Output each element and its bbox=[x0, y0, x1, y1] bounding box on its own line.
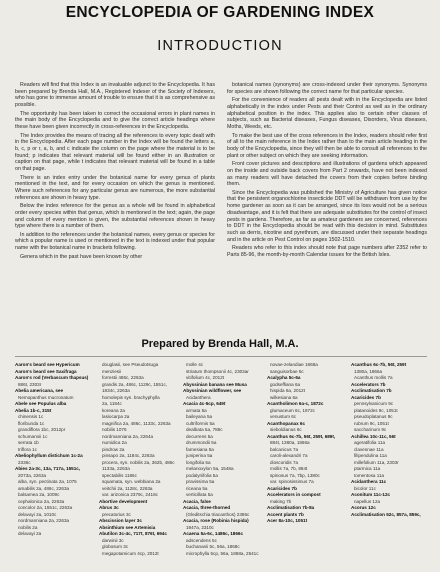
index-subentry: mollis 7a, 7b, 884t bbox=[270, 466, 308, 471]
introduction-paragraph: The opportunity has been taken to correct the occasional errors in plant names in the main body of the Encyclopedia and to give the correct article headings where these have been given incorrectly in cross-references in the Encyclopedia. bbox=[15, 110, 215, 131]
index-subentry: ptarmica 11a bbox=[354, 466, 381, 471]
introduction-paragraph: For the convenience of readers all pests dealt with in the Encyclopedia are listed alphabetically in the index under Pests and their Control as well as in the ordinary alphabetical position in the index. This applies also to certain other classes of subjects, such as Bacterial diseases, Fungus diseases, Disorders, Virus diseases, Moths, Weeds, etc. bbox=[227, 97, 427, 131]
index-subentry: var. arizonica 2379c, 2418c bbox=[102, 492, 158, 497]
index-subentry: dealbata 5a, 788c bbox=[186, 427, 223, 432]
index-subentry: filipendulina 11a bbox=[354, 453, 387, 458]
introduction-paragraph: botanical names (synonyms) are cross-indexed under their synonyms. Synonyms for species are shown following the correct name for that particular species. bbox=[227, 82, 427, 95]
index-subentry: pennsylvanicum 9c bbox=[354, 401, 394, 406]
index-subentry: drummondii 5a bbox=[186, 440, 217, 445]
index-subentry: 886t, 2303r bbox=[18, 381, 42, 387]
index-entry: Acaricides 7b bbox=[351, 394, 381, 400]
index-subentry: 1380a, 1866a bbox=[354, 368, 383, 374]
index-subentry: serrata 1b bbox=[18, 440, 39, 445]
index-subentry: balcanicus 7a bbox=[270, 446, 299, 452]
index-entry: Accelerators 7b bbox=[351, 381, 386, 387]
introduction-right-column bbox=[227, 82, 427, 324]
index-listing bbox=[15, 362, 430, 568]
index-subentry: sanguisorbae 5c bbox=[270, 368, 304, 374]
index-entry: Abyssinian wildflower, see bbox=[183, 388, 242, 393]
index-column bbox=[15, 362, 94, 568]
index-subentry: 884t, 1380a, 1866a bbox=[270, 440, 310, 445]
index-subentry: millefolium 11a, 2303r bbox=[354, 459, 399, 465]
introduction-paragraph: Below the index reference for the genus as a whole will be found in alphabetical order every species within that genus, which is mentioned in the text; again, the page and column of every mention is given, the substantial references shown in heavy type where there is a number of them. bbox=[15, 203, 215, 230]
index-entry: Abrus 3c bbox=[99, 505, 119, 510]
introduction-left-column bbox=[15, 82, 215, 324]
index-entry: Absinthium see Artemisia bbox=[99, 524, 156, 530]
index-subentry: alba, syn. pectinata 2a, 1075 bbox=[18, 479, 77, 484]
page-subtitle: INTRODUCTION bbox=[157, 38, 283, 54]
index-subentry: cephalonica 2a, 2263a bbox=[18, 498, 65, 504]
index-subentry: 1834c, 2263a bbox=[102, 388, 130, 393]
index-subentry: veitchii 2a, 1128c, 2263a bbox=[102, 485, 153, 491]
index-subentry: caroli-alexandri 7a bbox=[270, 453, 308, 458]
introduction-paragraph: Genera which in the past have been known by other bbox=[20, 253, 143, 260]
index-entry: Acaena 5a-6c, 1486c, 1866c bbox=[183, 531, 244, 536]
index-subentry: megapotamicum 4cp, 2012t bbox=[102, 550, 159, 556]
index-entry: Acanthus 6c-7b, 56t, 259t, 689t, bbox=[267, 433, 336, 439]
index-subentry: delavayi 2a, 1010c bbox=[18, 511, 57, 517]
index-subentry: napellus 12a bbox=[354, 498, 381, 504]
prepared-by-credit: Prepared by Brenda Hall, M.A. bbox=[141, 338, 299, 350]
index-subentry: grandiflora 1bc, 2012pr bbox=[18, 427, 66, 432]
index-subentry: making 7b bbox=[270, 498, 292, 504]
index-subentry: pseudoplatanus 9c bbox=[354, 414, 393, 419]
index-column bbox=[183, 362, 262, 568]
index-subentry: ageratifolia 11a bbox=[354, 440, 386, 445]
index-entry: Acantholimon 6a-c, 1872c bbox=[267, 401, 324, 406]
index-entry: Abele see Populus alba bbox=[15, 401, 67, 406]
index-entry: Acacia, false bbox=[183, 498, 211, 504]
index-subentry: dioscoridis 7a bbox=[270, 459, 299, 465]
index-entry: Abyssinian banana see Musa bbox=[183, 381, 247, 387]
index-subentry: pinsapo 2a, 1184c, 2263a bbox=[102, 453, 155, 458]
index-entry: Acanthus 6c-7b, 56t, 259t bbox=[351, 362, 407, 367]
index-subentry: godseffiana 6a bbox=[270, 381, 301, 387]
index-entry: Accelerators in compost bbox=[267, 492, 321, 497]
index-subentry: douglasii, see Pseudotsuga bbox=[102, 362, 159, 367]
index-subentry: nobilis 1076 bbox=[102, 427, 127, 432]
index-subentry: balsamea 2a, 1009c bbox=[18, 492, 60, 497]
index-entry: Acorus 12c bbox=[351, 505, 376, 510]
index-subentry: globosum 3c bbox=[102, 544, 129, 549]
index-subentry: juniperina 5a bbox=[186, 453, 213, 458]
index-subentry: platanoides 9c, 1051t bbox=[354, 407, 398, 413]
index-subentry: 2a, 1184c bbox=[102, 401, 122, 406]
index-entry: Abelia americana, see bbox=[15, 388, 64, 393]
index-entry: Achillea 10c-11c, 56t bbox=[351, 433, 396, 439]
index-subentry: longifolia 5a bbox=[186, 459, 211, 465]
index-entry: Abies 2a-3c, 13a, 717a, 1551c, bbox=[15, 466, 81, 471]
index-entry: Abutilon 3c-4c, 717t, 876t, 694c bbox=[99, 531, 167, 536]
introduction-paragraph: Readers who refer to this index should note that page numbers after 2352 refer to Parts 85-96, the month-by-month Calendar issues for the British Isles. bbox=[227, 245, 427, 258]
index-subentry: vitifolium 4c, 2012t bbox=[186, 375, 225, 380]
index-subentry: homolepis syn. brachyphylla bbox=[102, 394, 160, 400]
index-subentry: armata 5a bbox=[186, 407, 207, 413]
index-subentry: menziesii bbox=[102, 368, 122, 374]
index-subentry: clavennae 11a bbox=[354, 446, 384, 452]
introduction-paragraph: Since the Encyclopedia was published the Ministry of Agriculture has given notice that the persistent organochlorine insecticide DDT will be withdrawn from use by the home gardener as soon as it can be arranged, since its loss would not be a serious disadvantage, and it is felt that there are adequate substitutes for the control of insect pests in gardens. Therefore, as far as amateur gardeners are concerned, references to DDT in the Encyclopedia should be read with this decision in mind. Substitutes such as derris, nicotine and pyrethrum, are discussed under their separate headings and in the article on Pest Control on pages 1502-1510. bbox=[227, 189, 427, 243]
index-subentry: melanoxylon 5a, 1548a bbox=[186, 466, 234, 471]
index-subentry: verticillata 5a bbox=[186, 492, 213, 497]
page-title: ENCYCLOPEDIA OF GARDENING INDEX bbox=[65, 4, 375, 21]
index-subentry: saccharinum 9c bbox=[354, 427, 387, 432]
index-subentry: 2336c bbox=[18, 459, 31, 465]
index-subentry: cultriformis 5a bbox=[186, 420, 215, 426]
index-subentry: pindrow 2a bbox=[102, 446, 125, 452]
index-subentry: Acidanthera bbox=[186, 394, 211, 400]
index-subentry: koreana 2a bbox=[102, 407, 125, 413]
index-subentry: buchananii 5c, 56a, 1868c bbox=[186, 544, 240, 549]
index-entry: Abeliophyllum distichum 1c-2a bbox=[15, 453, 83, 458]
index-subentry: var. spinosissimus 7a bbox=[270, 479, 314, 484]
index-subentry: forrestii 486c, 2263a bbox=[102, 375, 144, 380]
introduction-text bbox=[15, 82, 427, 324]
introduction-paragraph: Front cover pictures and descriptions and illustrations of gardens which appeared on the inside and outside back covers from Part 2 onwards, have not been indexed as many readers will have detached the covers from their copies before binding them. bbox=[227, 161, 427, 188]
index-subentry: adscendens 5c bbox=[186, 537, 217, 543]
index-entry: Acacia 4c-5cp, 649t bbox=[183, 401, 226, 406]
index-subentry: amabilis 2a, 486c, 2263a bbox=[18, 485, 70, 491]
index-subentry: baileyana 5a bbox=[186, 414, 213, 419]
index-entry: Abelia 1b-c, 315t bbox=[15, 407, 52, 413]
index-subentry: venustum 6c bbox=[270, 414, 297, 419]
index-subentry: darwinii 3c bbox=[102, 537, 124, 543]
index-subentry: precatorius 3c bbox=[102, 511, 131, 517]
index-subentry: spinosus 7a, 7bp, 1380c bbox=[270, 472, 320, 478]
index-subentry: hispida 6a, 2012t bbox=[270, 388, 305, 393]
index-column bbox=[351, 362, 430, 568]
introduction-paragraph: Readers will find that this Index is an invaluable adjunct to the Encyclopedia. It has been prepared by Brenda Hall, M.A., Registered Indexer of the Society of Indexers, who has gone to immense amount of trouble to ensure that it is as comprehensive as possible. bbox=[15, 82, 215, 109]
index-subentry: 1947a, 2310c bbox=[186, 524, 214, 530]
index-subentry: numidica 2a bbox=[102, 440, 127, 445]
index-subentry: floribunda 1c bbox=[18, 420, 45, 426]
index-entry: Acaricides 7b bbox=[267, 485, 297, 491]
index-subentry: molle 4c bbox=[186, 362, 204, 367]
index-entry: Acclimatisation 7b-8a bbox=[267, 505, 315, 510]
index-subentry: concolor 2a, 1551c, 2263a bbox=[18, 505, 73, 510]
index-subentry: chinensis 1c bbox=[18, 414, 44, 419]
index-entry: Acacia, three-thorned bbox=[183, 505, 231, 510]
index-subentry: delavayi 2a bbox=[18, 531, 42, 536]
introduction-paragraph: To make the best use of the cross references in the Index, readers should refer first of all to the main reference in the Index rather than to the main article heading in the body of the Encyclopedia, since they will then be able to consult all references to the plant or other subject on which they are seeking information. bbox=[227, 132, 427, 159]
index-entry: Acer 8a-10c, 1051t bbox=[267, 518, 308, 523]
introduction-paragraph: The Index provides the means of tracing all the references to every topic dealt with in the Encyclopedia. After each page number in the Index will be found the letters a, b, c, p or r, a, b, and c indicate the column on the page where the material is to be found; p indicates that relevant material will be found either in an illustration or caption on that page, while t indicates that relevant material will be found in a table on that page. bbox=[15, 132, 215, 173]
index-subentry: grandis 2a, 486c, 1129c, 1551c, bbox=[102, 381, 168, 387]
index-entry: Aaron's beard see Saxifraga bbox=[15, 368, 77, 374]
index-subentry: 2073a, 2263a bbox=[18, 472, 47, 478]
index-subentry: 1133a, 2263a bbox=[102, 466, 130, 471]
index-subentry: microphylla 5cp, 56a, 1868a, 2541c bbox=[186, 550, 259, 556]
index-subentry: sieboldianus 6c bbox=[270, 427, 302, 432]
index-column bbox=[99, 362, 178, 568]
index-subentry: farnesiana 5a bbox=[186, 446, 214, 452]
index-subentry: decurrens 5a bbox=[186, 433, 213, 439]
index-entry: Abscission layer 3c bbox=[99, 518, 142, 523]
index-subentry: nordmanniana 2a, 2264a bbox=[102, 433, 154, 439]
index-subentry: bicolor 11c bbox=[354, 485, 376, 491]
index-subentry: riceana 5a bbox=[186, 485, 208, 491]
index-subentry: squamata, syn. webbiana 2a bbox=[102, 479, 161, 484]
index-subentry: striatum thompsonii 4c, 2303ar bbox=[186, 368, 249, 374]
index-entry: Acacia, rose (Robinia hispida) bbox=[183, 518, 249, 523]
index-subentry: nordmanniana 2a, 2263a bbox=[18, 518, 70, 523]
index-subentry: (Gleditschia triacanthos) 2386c bbox=[186, 511, 250, 517]
index-subentry: tomentosa 11a bbox=[354, 472, 385, 478]
index-subentry: wilkesiana 6a bbox=[270, 394, 298, 400]
index-subentry: glumaceum 6c, 1872c bbox=[270, 407, 315, 413]
index-entry: Abortive development bbox=[99, 498, 148, 504]
index-entry: Acclimatisation 52c, 857a, 859c, bbox=[351, 511, 421, 517]
index-subentry: novae-zelandiae 1868a bbox=[270, 362, 318, 367]
index-subentry: podalyriifolia 5a bbox=[186, 472, 218, 478]
divider bbox=[15, 356, 427, 357]
index-subentry: procera, syn. nobilis 2a, 362b, 486c bbox=[102, 459, 175, 465]
index-subentry: spectabilis 1186c bbox=[102, 472, 137, 478]
introduction-paragraph: There is an index entry under the botanical name for every genus of plants mentioned in the text, and for every occasion on which the genus is mentioned. Where such references for any particular genus are numerous, the more substantial references are shown in heavy type. bbox=[15, 174, 215, 201]
index-subentry: rubrum 9c, 1051t bbox=[354, 420, 389, 426]
index-subentry: lasiocarpa 2a bbox=[102, 414, 130, 419]
index-subentry: nobilis 2a bbox=[18, 524, 38, 530]
index-subentry: pravissima 5a bbox=[186, 479, 215, 484]
index-entry: Aaron's rod (Verbascum thapsus) bbox=[15, 375, 89, 380]
introduction-paragraph: In addition to the references under the botanical names, every genus or species for which a popular name is used or mentioned in the text is indexed under that popular name with the botanical name in brackets following. bbox=[15, 231, 215, 252]
index-entry: Acclimatisation 7b bbox=[351, 388, 392, 393]
index-subentry: schumannii 1c bbox=[18, 433, 48, 439]
index-entry: Aconitum 11c-12c bbox=[351, 492, 391, 497]
index-subentry: triflora 1c bbox=[18, 446, 37, 452]
index-subentry: Acanthus mollis 7a bbox=[354, 375, 393, 380]
index-subentry: magnifica 2a, 486c, 1133c, 2263a bbox=[102, 420, 171, 426]
index-entry: Accent plants 7b bbox=[267, 511, 304, 517]
index-entry: Acalypha 5c-6a bbox=[267, 375, 301, 380]
index-entry: Aaron's beard see Hypericum bbox=[15, 362, 80, 367]
index-column bbox=[267, 362, 346, 568]
index-entry: Acidanthera 11c bbox=[351, 479, 387, 484]
index-entry: Acanthopanax 6c bbox=[267, 420, 306, 426]
index-subentry: Nemopanthus mucronatum bbox=[18, 394, 74, 400]
